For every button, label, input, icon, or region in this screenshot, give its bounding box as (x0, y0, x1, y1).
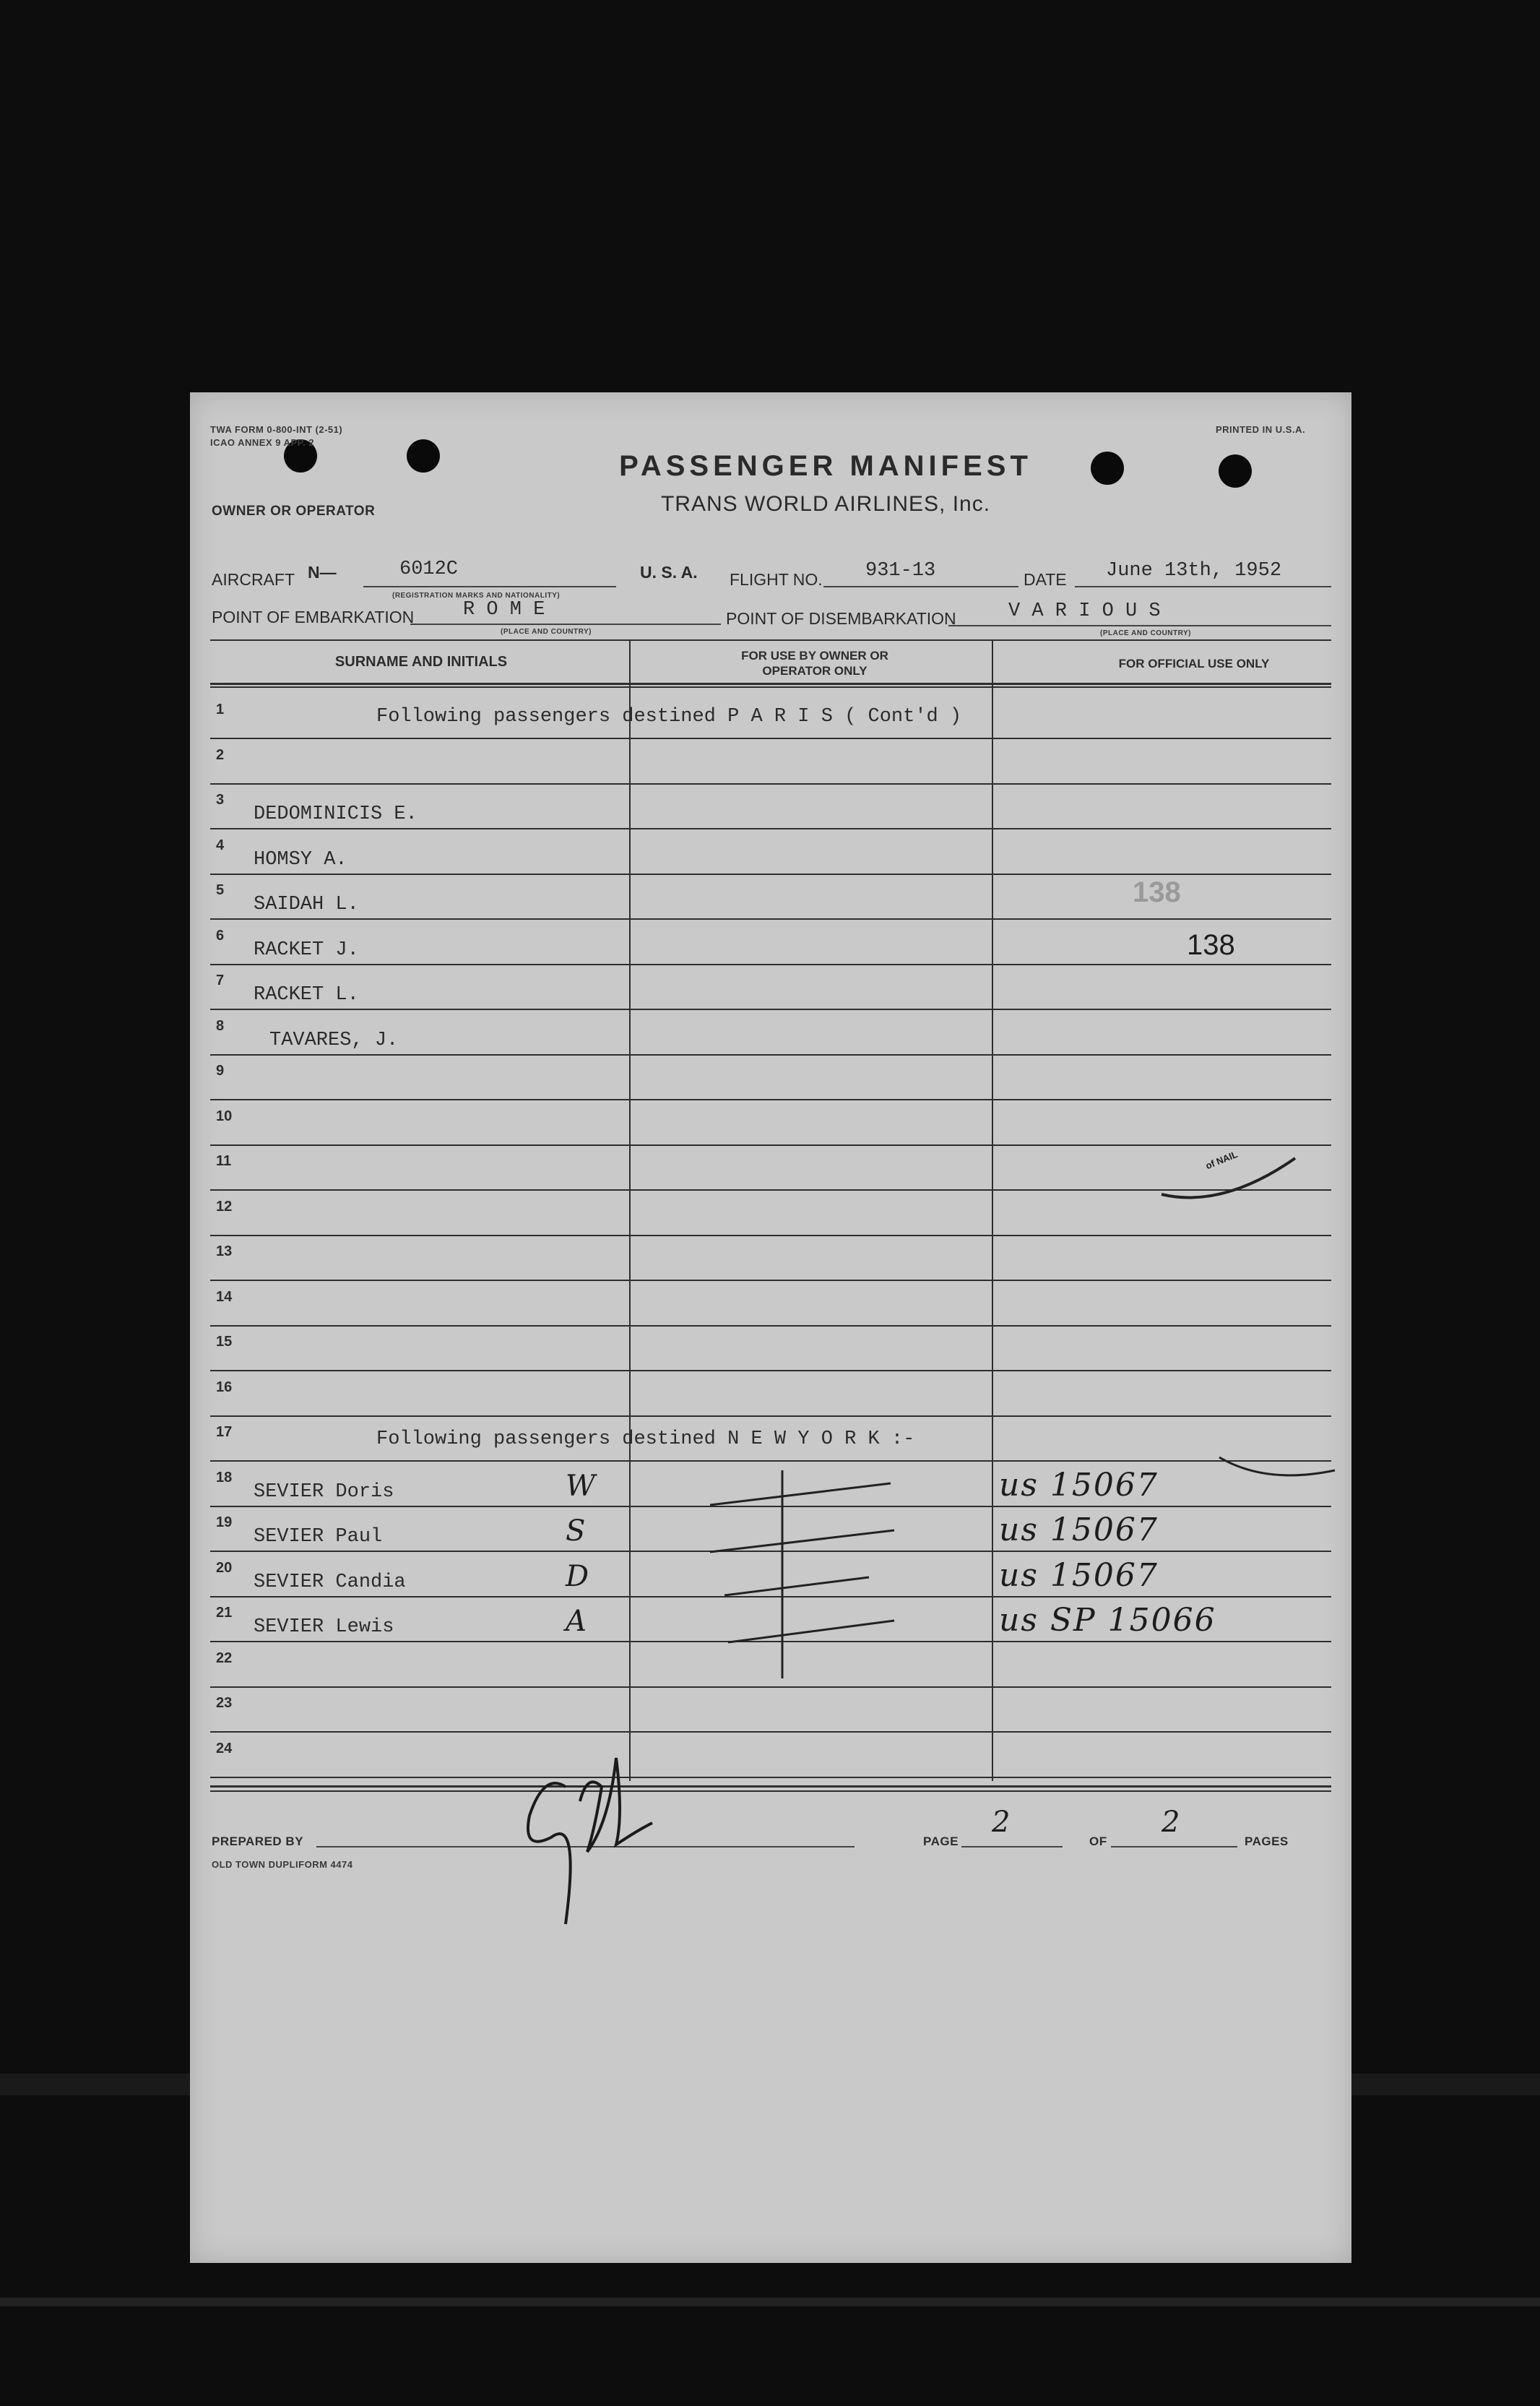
passenger-name: SAIDAH L. (254, 894, 359, 915)
pages-label: PAGES (1245, 1834, 1289, 1848)
row-number: 23 (216, 1695, 233, 1711)
disembark-caption: (PLACE AND COUNTRY) (1100, 629, 1191, 637)
row-number: 14 (216, 1288, 233, 1305)
row-number: 7 (216, 973, 225, 988)
punch-hole-icon (1219, 454, 1252, 488)
family-initial-mark: W (566, 1469, 596, 1503)
disembarkation-label: POINT OF DISEMBARKATION (726, 609, 956, 628)
row-rule (210, 1370, 1331, 1371)
row-rule (210, 738, 1331, 739)
aircraft-label: AIRCRAFT (212, 570, 295, 589)
row-number: 12 (216, 1198, 233, 1215)
punch-hole-icon (407, 439, 440, 473)
total-pages: 2 (1162, 1806, 1180, 1839)
manifest-sheet (190, 392, 1351, 2263)
nail-stamp-arc (1158, 1144, 1302, 1209)
registration-caption: (REGISTRATION MARKS AND NATIONALITY) (392, 592, 561, 600)
row-rule (210, 918, 1331, 920)
aircraft-prefix: N— (308, 563, 337, 582)
flight-date: June 13th, 1952 (1106, 560, 1282, 582)
official-entry: us 15067 (999, 1556, 1159, 1594)
passenger-name: SEVIER Lewis (254, 1616, 394, 1638)
form-title: PASSENGER MANIFEST (619, 450, 1032, 482)
official-entry: us 15067 (999, 1466, 1159, 1504)
date-underline (1075, 586, 1331, 587)
date-label: DATE (1024, 570, 1067, 589)
row-number: 1 (216, 702, 225, 717)
row-rule (210, 1009, 1331, 1010)
passenger-name: SEVIER Paul (254, 1526, 383, 1548)
airline-name: TRANS WORLD AIRLINES, Inc. (660, 492, 991, 516)
printed-in-usa: PRINTED IN U.S.A. (1216, 424, 1306, 435)
row-number: 5 (216, 882, 225, 898)
ny-check-arc (1216, 1449, 1338, 1492)
row-number: 6 (216, 927, 225, 944)
official-entry: of NAIL (1203, 1148, 1240, 1172)
row-rule (210, 828, 1331, 829)
embark-underline (410, 624, 721, 625)
row-number: 21 (216, 1605, 233, 1621)
passenger-name: TAVARES, J. (269, 1029, 399, 1051)
official-entry: us SP 15066 (999, 1602, 1216, 1639)
scanner-bed-strip-lower (0, 2298, 1540, 2306)
row-rule (210, 1325, 1331, 1327)
disembark-underline (948, 625, 1331, 626)
destination-note: Following passengers destined N E W Y O R K :- (376, 1428, 915, 1450)
of-line (1111, 1846, 1237, 1847)
row-number: 4 (216, 837, 225, 853)
form-id: TWA FORM 0-800-INT (2-51) (210, 424, 343, 435)
passenger-name: DEDOMINICIS E. (254, 803, 418, 825)
passenger-name: HOMSY A. (254, 848, 347, 871)
family-initial-mark: S (566, 1514, 586, 1548)
prepared-by-label: PREPARED BY (212, 1834, 304, 1848)
destination-note: Following passengers destined P A R I S ( Cont'd ) (376, 706, 962, 728)
flight-underline (823, 586, 1018, 587)
row-number: 24 (216, 1740, 233, 1756)
table-header-rule (210, 683, 1331, 685)
aircraft-registration: 6012C (399, 559, 459, 580)
row-rule (210, 964, 1331, 965)
row-number: 19 (216, 1514, 233, 1530)
passenger-name: RACKET J. (254, 939, 359, 961)
row-number: 15 (216, 1334, 233, 1350)
row-number: 9 (216, 1063, 225, 1079)
column-owner-use-header: FOR USE BY OWNER OR OPERATOR ONLY (741, 649, 888, 678)
official-entry: 138 (1133, 876, 1181, 908)
embark-caption: (PLACE AND COUNTRY) (501, 628, 592, 636)
icao-reference: ICAO ANNEX 9 APP. 2 (210, 437, 315, 448)
passenger-name: RACKET L. (254, 984, 359, 1006)
row-rule (210, 874, 1331, 875)
official-entry: us 15067 (999, 1512, 1159, 1548)
row-number: 8 (216, 1017, 225, 1034)
row-rule (210, 1460, 1331, 1462)
row-number: 20 (216, 1559, 233, 1576)
embarkation-point: R O M E (463, 599, 545, 621)
row-rule (210, 1054, 1331, 1056)
page-number: 2 (992, 1806, 1011, 1839)
row-rule (210, 1235, 1331, 1236)
row-number: 13 (216, 1243, 233, 1259)
row-number: 2 (216, 746, 225, 763)
row-rule (210, 1777, 1331, 1778)
punch-hole-icon (1091, 452, 1124, 485)
row-number: 3 (216, 792, 225, 808)
printer-imprint: OLD TOWN DUPLIFORM 4474 (212, 1859, 353, 1870)
row-number: 10 (216, 1108, 233, 1124)
table-header-rule-2 (210, 686, 1331, 688)
column-surname-header: SURNAME AND INITIALS (334, 654, 508, 670)
row-rule (210, 783, 1331, 785)
aircraft-underline (363, 586, 616, 587)
of-label: OF (1089, 1834, 1107, 1848)
page-label: PAGE (923, 1834, 959, 1848)
passenger-name: SEVIER Candia (254, 1571, 406, 1593)
column-official-use-header: FOR OFFICIAL USE ONLY (1118, 657, 1270, 671)
family-initial-mark: A (566, 1605, 587, 1638)
column-divider-2 (992, 639, 993, 1781)
official-entry: 138 (1187, 928, 1235, 961)
row-number: 16 (216, 1379, 233, 1395)
row-number: 18 (216, 1469, 233, 1486)
flight-no-label: FLIGHT NO. (730, 570, 823, 589)
preparer-signature (508, 1743, 667, 1939)
nationality: U. S. A. (640, 563, 698, 582)
row-number: 22 (216, 1650, 233, 1666)
flight-number: 931-13 (865, 560, 936, 582)
page-line (961, 1846, 1063, 1847)
table-bottom-rule-2 (210, 1790, 1331, 1792)
row-rule (210, 1415, 1331, 1417)
row-rule (210, 1280, 1331, 1281)
row-number: 11 (216, 1153, 232, 1169)
table-bottom-rule (210, 1785, 1331, 1788)
embarkation-label: POINT OF EMBARKATION (212, 608, 415, 626)
row-number: 17 (216, 1424, 233, 1440)
table-top-rule (210, 639, 1331, 641)
family-initial-mark: D (566, 1559, 589, 1593)
owner-operator-label: OWNER OR OPERATOR (212, 504, 376, 519)
passenger-name: SEVIER Doris (254, 1480, 394, 1503)
disembarkation-point: V A R I O U S (1008, 600, 1161, 622)
family-bracket-mark (566, 1469, 898, 1715)
row-rule (210, 1099, 1331, 1100)
row-rule (210, 1731, 1331, 1733)
